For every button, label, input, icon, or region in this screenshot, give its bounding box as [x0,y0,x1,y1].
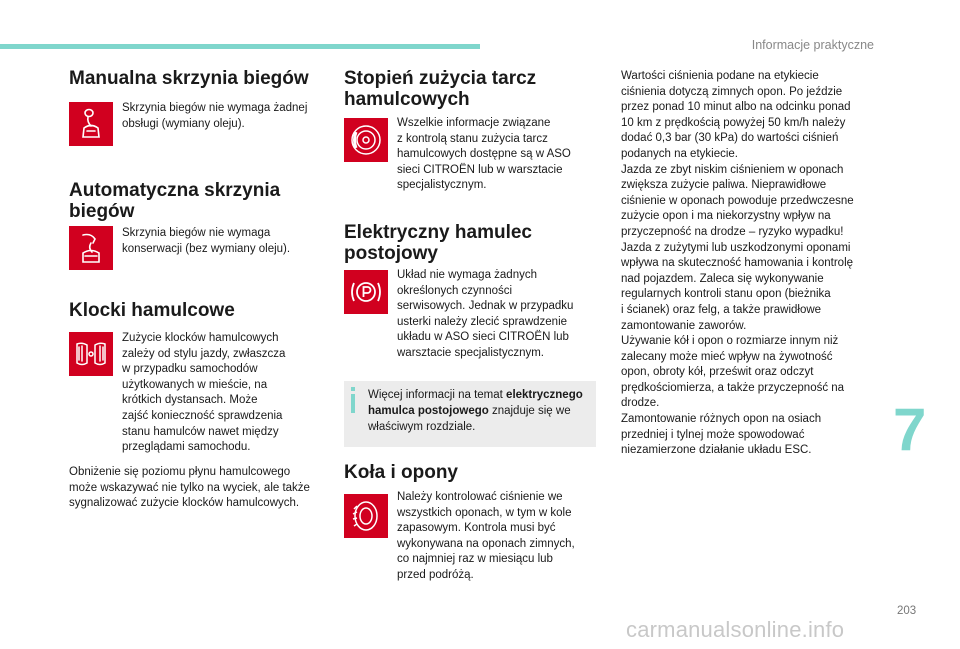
footer-watermark: carmanualsonline.info [626,617,845,642]
brake-pads-icon [69,332,113,376]
brake-pads-text: Zużycie klocków hamulcowych zależy od stylu jazdy, zwłaszcza w przypadku samochodów użytkowanych w mieście, na krótkich dystansach. Może zajść konieczność sprawdzenia stanu hamulców nawet między przeglądami samochodu. [122,332,286,454]
info-text-prefix: Więcej informacji na temat [368,389,507,401]
info-box [344,381,596,447]
gear-stick-icon [69,102,113,146]
tyre-pressure-text: Wartości ciśnienia podane na etykiecie ciśnienia dotyczą zimnych opon. Po jeździe przez ponad 10 minut albo na odcinku ponad 10 km z prędkością powyżej 50 km/h należy dodać 0,3 bar (30 kPa) do wartości ciśnień podanych na etykiecie. Jazda ze zbyt niskim ciśnieniem w oponach zwiększa zużycie paliwa. Nieprawidłowe ciśnienie w oponach powoduje przedwczesne zużycie opon i ma niekorzystny wpływ na przyczepność na drodze – ryzyko wypadku! Jazda z zużytymi lub uszkodzonymi oponami wpływa na skuteczność hamowania i kontrolę nad pojazdem. Zaleca się wykonywanie regularnych kontroli stanu opon (bieżnika i ścianek) oraz felg, a także prawidłowe zamontowanie zaworów. Używanie kół i opon o rozmiarze innym niż zalecany może mieć wpływ na żywotność opon, obroty kół, prześwit oraz odczyt prędkościomierza, a także przyczepność na drodze. Zamontowanie różnych opon na osiach przedniej i tylnej może spowodować niezamierzone działanie układu ESC. [621,70,854,457]
manual-gearbox-text: Skrzynia biegów nie wymaga żadnej obsługi (wymiany oleju). [122,102,308,130]
chapter-number: 7 [893,396,927,463]
info-text-bold: elektrycznego hamulca postojowego [368,389,583,417]
heading-brake-discs: Stopień zużycia tarcz hamulcowych [344,68,537,110]
tyres-text: Należy kontrolować ciśnienie we wszystkich oponach, w tym w kole zapasowym. Kontrola musi być wykonywana na oponach zimnych, co najmniej raz w miesiącu lub przed podróżą. [397,491,575,581]
heading-manual-gearbox: Manualna skrzynia biegów [69,68,309,89]
brake-disc-icon [344,118,388,162]
info-icon [348,387,358,413]
parking-brake-text: Układ nie wymaga żadnych określonych czynności serwisowych. Jednak w przypadku usterki należy zlecić sprawdzenie układu w ASO sieci CITROËN lub warsztacie specjalistycznym. [397,269,574,359]
heading-parking-brake: Elektryczny hamulec postojowy [344,222,532,264]
automatic-gearbox-text: Skrzynia biegów nie wymaga konserwacji (bez wymiany oleju). [122,227,291,255]
brake-fluid-text: Obniżenie się poziomu płynu hamulcowego może wskazywać nie tylko na wyciek, ale także sygnalizować zużycie klocków hamulcowych. [69,466,310,510]
heading-wheels-tyres: Koła i opony [344,462,458,483]
tyre-icon [344,494,388,538]
header-accent-bar [0,44,480,49]
heading-automatic-gearbox: Automatyczna skrzynia biegów [69,180,281,222]
section-title: Informacje praktyczne [751,38,874,52]
parking-brake-icon [344,270,388,314]
automatic-gear-icon [69,226,113,270]
info-text-suffix: znajduje się we właściwym rozdziale. [368,405,571,433]
brake-discs-text: Wszelkie informacje związane z kontrolą stanu zużycia tarcz hamulcowych dostępne są w ASO sieci CITROËN lub w warsztacie specjalistycznym. [397,117,571,192]
info-text [368,387,596,435]
heading-brake-pads: Klocki hamulcowe [69,300,235,321]
page-number: 203 [897,605,917,617]
